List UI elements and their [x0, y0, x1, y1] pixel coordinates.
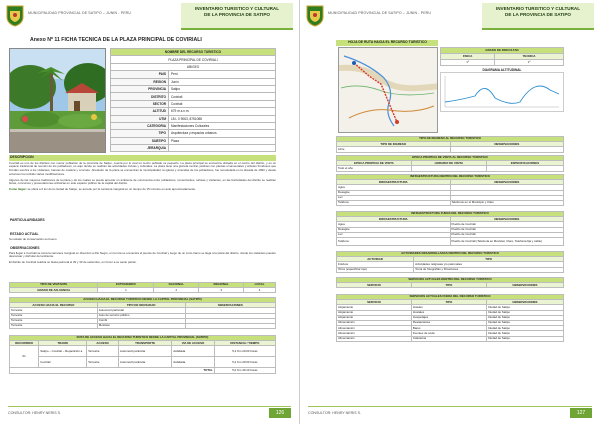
column-header: ESPECIFICACIONES [486, 161, 563, 166]
services-outside-section [336, 294, 564, 342]
field-key: PROVINCIA [111, 85, 169, 92]
table-cell: Restaurantes [411, 320, 486, 325]
field-value: 679 m.s.n.m. [169, 108, 276, 115]
location-header: UBIGEO [111, 63, 276, 70]
column-header: NACIONAL [154, 283, 199, 288]
table-title: INFRAESTRUCTURA FUERA DEL RECURSO TURISTICO [337, 212, 564, 217]
table-cell: Ciudad de Satipo [486, 331, 563, 336]
table-cell: Pueblo de Coviriali [450, 222, 564, 227]
inventory-band [482, 3, 594, 30]
column-header: DISTANCIA / TIEMPO [214, 341, 275, 346]
column-header: INFRAESTRUCTURA [337, 180, 451, 185]
field-key: JERARQUIA [111, 145, 169, 152]
column-header: TRANSPORTE [119, 341, 172, 346]
observations-paragraph: El distrito de Coviriali celebra su fiesta patronal el 29 y 30 de setiembre, en honor a su santo patrón. [9, 260, 137, 265]
page-header [306, 3, 594, 31]
municipality-name: MUNICIPALIDAD PROVINCIAL DE SATIPO – JUNIN - PERU [28, 11, 132, 15]
consultant-name: CONSULTOR: HENRY NERIS S. [8, 411, 62, 415]
table-cell: Coviriali [39, 357, 87, 368]
access-paragraph [9, 188, 276, 192]
field-value: Coviriali [169, 100, 276, 107]
table-row [337, 336, 564, 341]
table-cell: Actividades religiosas y/o patronales [414, 262, 564, 267]
table-cell: Combi [97, 318, 185, 323]
table-cell: 3 [199, 288, 244, 293]
column-header: INFRAESTRUCTURA [337, 217, 451, 222]
name-header: NOMBRE DEL RECURSO TURISTICO [111, 49, 276, 56]
table-cell: Automóvil particular [119, 357, 172, 368]
observations-paragraph: Para llegar a Coviriali se toma la carretera marginal en dirección a Río Negro, en la ruta se encuentra el puente de Coviriali y luego de un corto tramo se llega a la plaza del distrito, donde los visitantes pueden descansar y disfrutar del ambiente. [9, 250, 276, 259]
table-cell: Hostales [411, 310, 486, 315]
table-cell: 1 [98, 288, 154, 293]
table-cell: Todo el año [337, 166, 412, 171]
resource-name: PLAZA PRINCIPAL DE COVIRIALI [111, 56, 276, 63]
column-header: ACCESO [87, 341, 119, 346]
column-header: FISICA [441, 54, 495, 60]
particularidades-section [9, 218, 276, 224]
table-cell: Folclore [337, 262, 414, 267]
route-table [9, 335, 276, 374]
access-label: Como llegar: [9, 187, 27, 192]
table-cell: Ciudad de Satipo [486, 315, 563, 320]
table-cell: Teléfono [337, 237, 451, 245]
table-row [337, 147, 564, 152]
route-map-illustration [339, 48, 438, 133]
table-cell: Luz [337, 195, 451, 200]
table-cell: Mototaxi [97, 323, 185, 328]
description-heading: DESCRIPCION [9, 155, 276, 161]
activities-table [336, 251, 564, 273]
column-header: ACTIVIDAD [337, 257, 414, 262]
field-key: DISTRITO [111, 93, 169, 100]
table-cell: Hospedajes [411, 315, 486, 320]
column-header: OBSERVACIONES [486, 300, 563, 305]
services-inside-section [336, 277, 564, 288]
column-header: LOCAL [244, 283, 276, 288]
table-cell: Alimentación [337, 326, 412, 331]
infra-outside-section [336, 211, 564, 246]
table-cell: Agua [337, 222, 451, 227]
table-cell: Teléfonos en el Municipio y Claro [450, 200, 564, 205]
table-cell: Otros (especificar tipo) [337, 267, 414, 272]
plaza-photo [9, 48, 106, 153]
field-value: Manifestaciones Culturales [169, 122, 276, 129]
column-header: TRAMO [39, 341, 87, 346]
table-cell: Terrestre [10, 323, 98, 328]
table-row [10, 346, 276, 357]
table-cell [450, 147, 564, 152]
municipality-logo [306, 5, 324, 27]
band-line-2: DE LA PROVINCIA DE SATIPO [505, 11, 571, 17]
table-cell: Agua [337, 185, 451, 190]
column-header: OBSERVACIONES [450, 217, 564, 222]
table-cell: Ciudad de Satipo [486, 326, 563, 331]
services-outside-table [336, 294, 564, 342]
table-cell: Teléfono [337, 200, 451, 205]
inventory-band [181, 3, 293, 30]
altitude-diagram-label: DIAGRAMA ALTITUDINAL [482, 68, 522, 72]
particularidades-heading: PARTICULARIDADES [10, 218, 45, 222]
column-header: TIPO [414, 257, 564, 262]
table-cell: Pueblo de Coviriali (Telefonía en Movistar, Claro, Telefonía fija y cable) [450, 237, 564, 245]
infra-outside-table [336, 211, 564, 246]
table-cell: 4 [244, 288, 276, 293]
table-title: TIPO DE INGRESO AL RECURSO TURISTICO [337, 137, 564, 142]
table-cell: Pueblo de Coviriali [450, 227, 564, 232]
page-footer [8, 406, 291, 418]
observations-section [9, 246, 276, 265]
column-header: TIPO [411, 300, 486, 305]
table-cell: Alimentación [337, 320, 412, 325]
table-row [337, 166, 564, 171]
table-cell: Automóvil particular [97, 308, 185, 313]
table-title: SERVICIOS ACTUALES FUERA DEL RECURSO TURISTICO [337, 295, 564, 300]
column-header: OBSERVACIONES [450, 180, 564, 185]
access-table [9, 297, 276, 329]
resource-data-table [110, 48, 276, 152]
table-title: ACTIVIDADES DESARROLLADAS DENTRO DEL RECURSO TURISTICO [337, 252, 564, 257]
entry-section [336, 136, 564, 153]
table-cell: Ciudad de Satipo [486, 320, 563, 325]
table-cell [411, 166, 486, 171]
municipality-name: MUNICIPALIDAD PROVINCIAL DE SATIPO – JUNIN - PERU [328, 11, 432, 15]
band-line-1: INVENTARIO TURISTICO Y CULTURAL [495, 6, 581, 11]
table-cell: Alimentación [337, 331, 412, 336]
table-cell: 1º [495, 60, 564, 66]
table-cell: Luz [337, 232, 451, 237]
table-cell: Satipo – Coviriali – Repartición a [39, 346, 87, 357]
page-header [6, 3, 293, 31]
field-key: SUBTIPO [111, 137, 169, 144]
field-key: REGION [111, 78, 169, 85]
visitor-table-section [9, 282, 276, 293]
field-key: ALTITUD [111, 108, 169, 115]
observations-heading: OBSERVACIONES [10, 246, 40, 250]
altitude-diagram [440, 72, 564, 112]
field-value [169, 145, 276, 152]
field-value: Satipo [169, 85, 276, 92]
column-header: EXTRANJERO [98, 283, 154, 288]
table-cell: Terrestre [87, 357, 119, 368]
access-table-section [9, 297, 276, 329]
table-title: INFRAESTRUCTURA DENTRO DEL RECURSO TURISTICO [337, 175, 564, 180]
field-key: SECTOR [111, 100, 169, 107]
table-cell: Toma de fotografías y filmaciones [414, 267, 564, 272]
table-cell: Bares [411, 326, 486, 331]
map-title: HOJA DE RUTA HACIA EL RECURSO TURISTICO [336, 40, 438, 46]
field-key: TIPO [111, 130, 169, 137]
infra-inside-section [336, 174, 564, 206]
column-header: RECORRIDO [10, 341, 39, 346]
infra-inside-table [336, 174, 564, 206]
right-page [300, 0, 600, 424]
table-cell: Desagüe [337, 190, 451, 195]
field-value: Plaza [169, 137, 276, 144]
table-cell: Libre [337, 147, 451, 152]
table-row [10, 323, 276, 328]
column-header: TIPO DE INGRESO [337, 142, 451, 147]
table-cell: 1º [441, 60, 495, 66]
plaza-photo-illustration [10, 49, 106, 153]
visitor-table [9, 282, 276, 293]
field-value: Junín [169, 78, 276, 85]
column-header: SERVICIO [337, 300, 412, 305]
table-cell: Alojamiento [337, 315, 412, 320]
table-cell: Terrestre [10, 308, 98, 313]
total-value: 5,0 Km 40:10 horas [214, 368, 275, 373]
consultant-name: CONSULTOR: HENRY NERIS S. [308, 411, 362, 415]
column-header: OBSERVACIONES [450, 142, 564, 147]
table-row [10, 357, 276, 368]
table-row [337, 200, 564, 205]
table-cell [185, 323, 275, 328]
table-cell: Alimentación [337, 336, 412, 341]
column-header: OBSERVACIONES [486, 283, 563, 288]
visit-time-table [336, 155, 564, 172]
page-title: Anexo Nº 11 FICHA TECNICA DE LA PLAZA PRINCIPAL DE COVIRIALI [30, 37, 202, 43]
column-header: TIPO [411, 283, 486, 288]
status-heading: ESTADO ACTUAL [10, 232, 39, 236]
table-cell: Pueblo de Coviriali [450, 232, 564, 237]
table-cell: Asfaltada [172, 346, 215, 357]
total-label: TOTAL [10, 368, 215, 373]
visit-time-section [336, 155, 564, 172]
column-header: VIA DE ACCESO [172, 341, 215, 346]
column-header: REGIONAL [199, 283, 244, 288]
column-header: TECNICA [495, 54, 564, 60]
table-cell: Auto de servicio público [97, 313, 185, 318]
table-cell: 5,2 Km 20:00 horas [214, 357, 275, 368]
difficulty-table [440, 47, 564, 66]
table-cell: Terrestre [10, 318, 98, 323]
description-paragraph: Coviriali es uno de los distritos con menor población de la provincia de Satipo, cuenta por lo cual su centro poblado es pequeño. La plaza principal se encuentra ubicada en el centro del distrito, y es un espacio tradicional de reunión de los pobladores, es aquí donde se realizan las actividades cívicas y culturales. La plaza tiene una glorieta central, jardines con plantas ornamentales y árboles frondosos que brindan sombra a los visitantes, bancas de madera y concreto. Alrededor de la plaza se encuentran la municipalidad, la iglesia y viviendas de los pobladores, fue remodelada en la década de 1990 y desde entonces ha recibido varias modificaciones. [9, 160, 276, 176]
services-inside-table [336, 277, 564, 288]
field-value: Perú [169, 71, 276, 78]
route-map [338, 47, 438, 133]
column-header: OBSERVACIONES [185, 303, 275, 308]
table-title: ACCESO HACIA EL RECURSO TURISTICO DESDE LA CAPITAL PROVINCIAL (SATIPO) [10, 298, 276, 303]
column-header: TIPO DE MOVILIDAD [97, 303, 185, 308]
table-cell [486, 166, 563, 171]
status-section [9, 232, 276, 241]
difficulty-heading: GRADO DE DIFICULTAD [441, 48, 564, 54]
activities-section [336, 251, 564, 273]
page-number: 126 [269, 408, 291, 418]
table-cell: Asfaltada [172, 357, 215, 368]
column-header: EPOCA PROPICIA DE VISITA [337, 161, 412, 166]
table-title: EPOCA PROPICIA DE VISITA AL RECURSO TURISTICO [337, 156, 564, 161]
municipality-logo [6, 5, 24, 27]
column-header: TIPO DE VISITANTE [10, 283, 98, 288]
table-cell: Fuentes de soda [411, 331, 486, 336]
table-cell: Alojamiento [337, 305, 412, 310]
table-cell: Ciudad de Satipo [486, 305, 563, 310]
table-title: SERVICIOS ACTUALES DENTRO DEL RECURSO TURISTICO [337, 278, 564, 283]
band-line-2: DE LA PROVINCIA DE SATIPO [204, 11, 270, 17]
field-value: Coviriali [169, 93, 276, 100]
table-cell: Alojamiento [337, 310, 412, 315]
page-number: 127 [570, 408, 592, 418]
field-key: CATEGORIA [111, 122, 169, 129]
route-table-section [9, 335, 276, 374]
column-header: SERVICIO [337, 283, 412, 288]
table-cell: 2 [154, 288, 199, 293]
route-number: 01 [10, 346, 39, 368]
table-title: RUTA DE ACCESO HACIA EL RECURSO TURISTICO DESDE LA CAPITAL PROVINCIAL (SATIPO) [10, 336, 276, 341]
difficulty-panel [440, 47, 564, 117]
field-key: UTM [111, 115, 169, 122]
access-text: se ubica a 6 km de la ciudad de Satipo, se accede por la carretera marginal en un tiempo de 15 minutos en auto aproximadamente. [26, 187, 196, 192]
field-value: 18 L 0 9063, 8751088 [169, 115, 276, 122]
status-text: Su estado de conservación es bueno [9, 236, 57, 241]
segment-name: Satipo – Coviriali [40, 348, 62, 353]
field-key: PAIS [111, 71, 169, 78]
description-paragraph: Algunos de las mayores tradiciones de la plaza y de los cuales se puede apreciar un ambiente de convivencia entre pobladores, comerciantes, turistas y visitantes, en las festividades del distrito se realizan ferias, concursos y presentaciones artísticas en este espacio público de la capital del distrito. [9, 177, 276, 186]
table-row [337, 237, 564, 245]
band-line-1: INVENTARIO TURISTICO Y CULTURAL [194, 6, 280, 11]
table-cell: Ciudad de Satipo [486, 336, 563, 341]
table-cell: Automóvil particular [119, 346, 172, 357]
row-label: GRADO DE AFLUENCIA [10, 288, 98, 293]
page-footer [308, 406, 592, 418]
entry-table [336, 136, 564, 153]
total-row [10, 368, 276, 373]
table-cell: Desagüe [337, 227, 451, 232]
column-header: HORARIO DE VISITA [411, 161, 486, 166]
field-value: Arquitectura y espacios urbanos [169, 130, 276, 137]
table-cell: Terrestre [87, 346, 119, 357]
table-row [337, 267, 564, 272]
map-title-section [336, 40, 564, 46]
table-cell: 5,2 Km 20:00 horas [214, 346, 275, 357]
segment-extra: Repartición a [65, 348, 83, 353]
table-cell: Ciudad de Satipo [486, 310, 563, 315]
table-cell: Cafeterías [411, 336, 486, 341]
column-header: ACCESO HACIA EL RECURSO [10, 303, 98, 308]
table-cell: Terrestre [10, 313, 98, 318]
table-cell: Hoteles [411, 305, 486, 310]
description-section [9, 155, 276, 192]
